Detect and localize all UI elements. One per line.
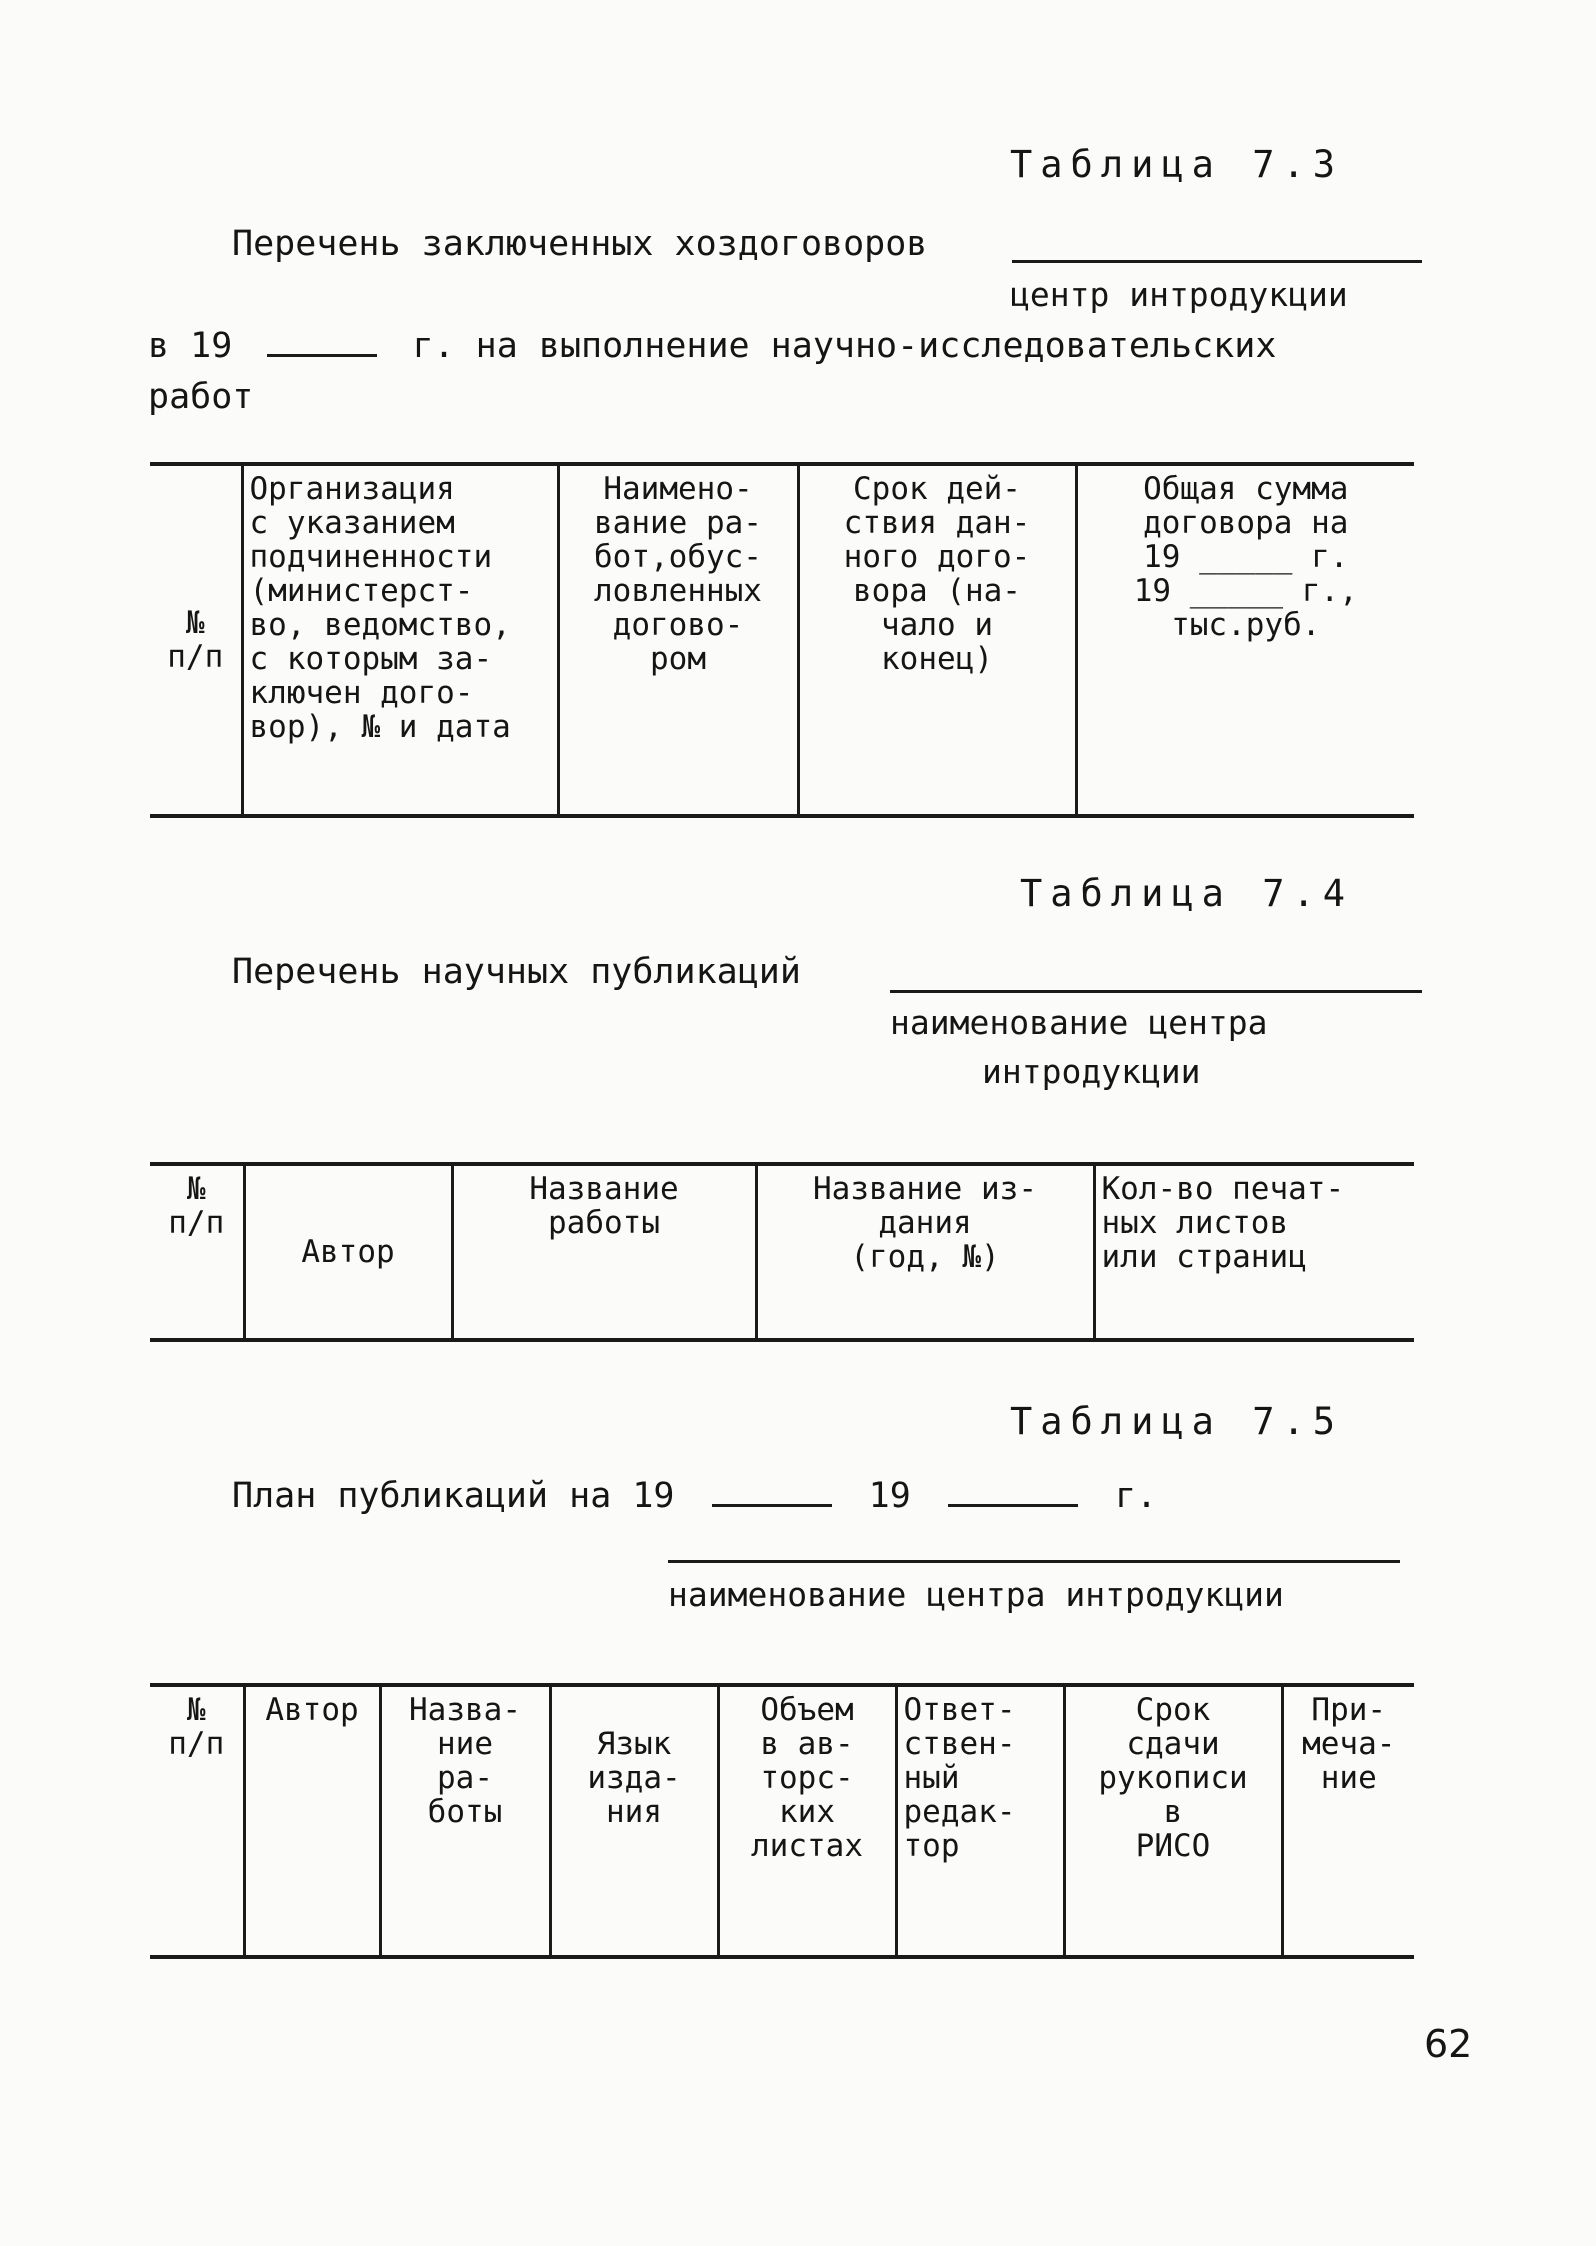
header-cell: № п/п — [150, 1685, 244, 1957]
header-cell: Название работы — [452, 1164, 756, 1340]
header-cell: Язык изда- ния — [550, 1685, 718, 1957]
year-suffix: г. на выполнение научно-исследовательских — [412, 326, 1277, 366]
header-cell: Общая сумма договора на 19 _____ г. 19 _____ г., тыс.руб. — [1076, 464, 1414, 816]
header-cell: При- меча- ние — [1282, 1685, 1414, 1957]
table-7-4-caption-2: интродукции — [982, 1052, 1201, 1091]
header-cell: Название из- дания (год, №) — [756, 1164, 1094, 1340]
table-7-5-caption: наименование центра интродукции — [668, 1575, 1284, 1614]
table-7-3-intro-line3: работ — [148, 377, 254, 417]
year-from-blank — [712, 1474, 832, 1507]
plan-year: 19 — [868, 1476, 911, 1516]
table-7-3 — [150, 462, 1414, 818]
year-to-blank — [948, 1474, 1078, 1507]
header-cell: Автор — [244, 1164, 452, 1340]
table-7-3-intro-line1: Перечень заключенных хоздоговоров — [232, 224, 928, 264]
table-7-5-intro — [232, 1472, 1157, 1520]
page-number: 62 — [1424, 2022, 1473, 2066]
table-7-4 — [150, 1162, 1414, 1342]
table-7-5 — [150, 1683, 1414, 1959]
table-7-4-intro: Перечень научных публикаций — [232, 952, 801, 992]
center-name-blank — [890, 990, 1422, 993]
header-cell: Ответ- ствен- ный редак- тор — [896, 1685, 1064, 1957]
table-7-3-label: Таблица 7.3 — [1010, 143, 1344, 186]
plan-suffix: г. — [1114, 1476, 1158, 1516]
header-cell: Организация с указанием подчиненности (министерст- во, ведомство, с которым за- ключен дого- вор), № и дата — [242, 464, 558, 816]
table-7-3-intro-line2 — [148, 322, 1276, 370]
center-name-blank-2 — [668, 1560, 1400, 1563]
table-7-3-caption: центр интродукции — [1010, 275, 1348, 314]
org-name-blank — [1012, 260, 1422, 263]
table-7-4-caption-1: наименование центра — [890, 1003, 1268, 1042]
header-cell: Автор — [244, 1685, 380, 1957]
table-7-4-label: Таблица 7.4 — [1020, 872, 1354, 915]
header-cell: № п/п — [150, 464, 242, 816]
header-cell: Наимено- вание ра- бот,обус- ловленных догово- ром — [558, 464, 798, 816]
year-blank — [267, 324, 377, 357]
header-cell: Назва- ние ра- боты — [380, 1685, 550, 1957]
year-prefix: в 19 — [148, 326, 233, 366]
header-cell: Кол-во печат- ных листов или страниц — [1094, 1164, 1414, 1340]
plan-prefix: План публикаций на 19 — [232, 1476, 675, 1516]
header-cell: Объем в ав- торс- ких листах — [718, 1685, 896, 1957]
header-cell: Срок дей- ствия дан- ного дого- вора (на- чало и конец) — [798, 464, 1076, 816]
header-cell: Срок сдачи рукописи в РИСО — [1064, 1685, 1282, 1957]
table-7-5-label: Таблица 7.5 — [1010, 1400, 1344, 1443]
header-cell: № п/п — [150, 1164, 244, 1340]
